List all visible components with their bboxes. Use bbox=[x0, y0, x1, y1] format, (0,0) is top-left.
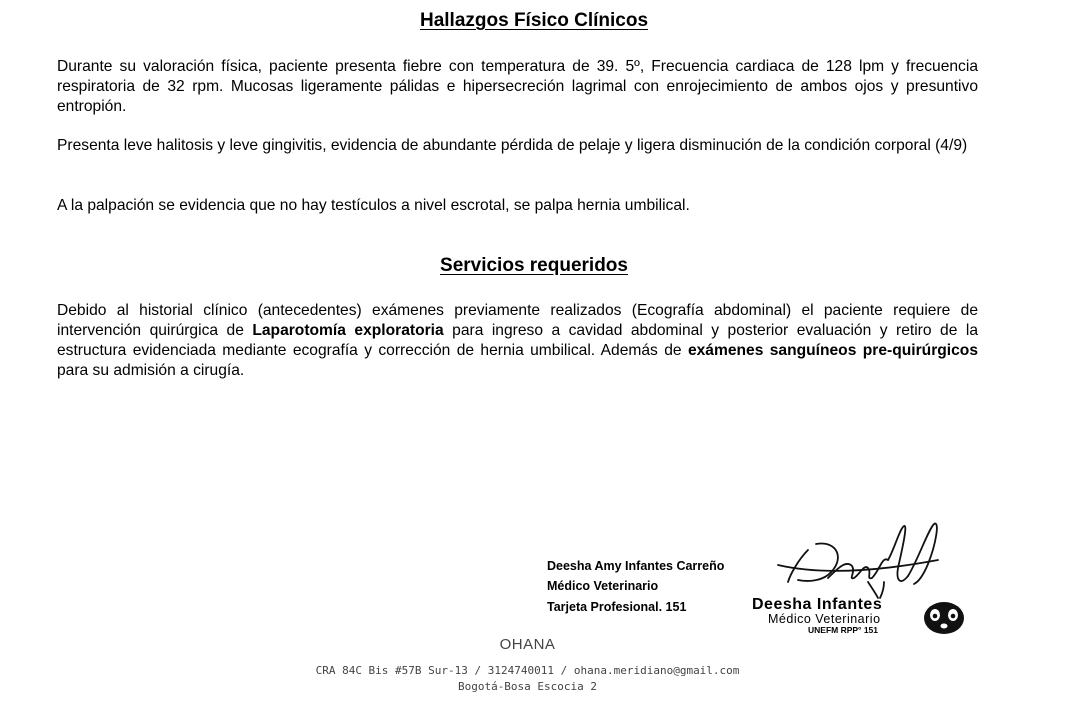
panda-logo-icon bbox=[921, 598, 967, 636]
findings-paragraph-palpation: A la palpación se evidencia que no hay testículos a nivel escrotal, se palpa hernia umbilical. bbox=[57, 197, 690, 214]
services-text-2: para ingreso a cavidad abdominal y posterior evaluación y retiro de la estructura evidenciada mediante ecografía y corrección de hernia umbilical. Además de bbox=[57, 322, 978, 359]
stamp-registration: UNEFM RPP° 151 bbox=[808, 625, 879, 635]
findings-paragraph-vitals: Durante su valoración física, paciente presenta fiebre con temperatura de 39. 5º, Frecuencia cardiaca de 128 lpm y frecuencia respiratoria de 32 rpm. Mucosas ligeramente pálidas e hipersecreción lagrimal con enrojecimiento de ambos ojos y presuntivo entropión. bbox=[57, 58, 978, 115]
footer-brand: OHANA bbox=[499, 636, 556, 653]
findings-paragraph-oral: Presenta leve halitosis y leve gingivitis, evidencia de abundante pérdida de pelaje y ligera disminución de la condición corporal (4/9) bbox=[57, 137, 968, 154]
footer-location: Bogotá-Bosa Escocia 2 bbox=[457, 680, 598, 693]
services-bold-exams: exámenes sanguíneos pre-quirúrgicos bbox=[687, 342, 978, 359]
findings-title: Hallazgos Físico Clínicos bbox=[419, 10, 649, 31]
professional-stamp bbox=[748, 520, 973, 640]
stamp-name: Deesha Infantes bbox=[752, 596, 883, 613]
services-paragraph bbox=[57, 301, 978, 381]
signer-name: Deesha Amy Infantes Carreño bbox=[547, 559, 725, 573]
signer-license: Tarjeta Profesional. 151 bbox=[547, 600, 687, 614]
stamp-role: Médico Veterinario bbox=[768, 612, 881, 626]
services-text-1: Debido al historial clínico (antecedentes) exámenes previamente realizados (Ecografía abdominal) el paciente requiere de intervención quirúrgica de bbox=[57, 302, 978, 339]
services-text-3: para su admisión a cirugía. bbox=[57, 362, 245, 379]
handwritten-signature bbox=[768, 520, 948, 600]
signer-role: Médico Veterinario bbox=[547, 579, 659, 593]
footer-contact: CRA 84C Bis #57B Sur-13 / 3124740011 / ohana.meridiano@gmail.com bbox=[315, 664, 740, 677]
services-bold-procedure: Laparotomía exploratoria bbox=[252, 322, 444, 339]
services-title: Servicios requeridos bbox=[440, 255, 628, 276]
